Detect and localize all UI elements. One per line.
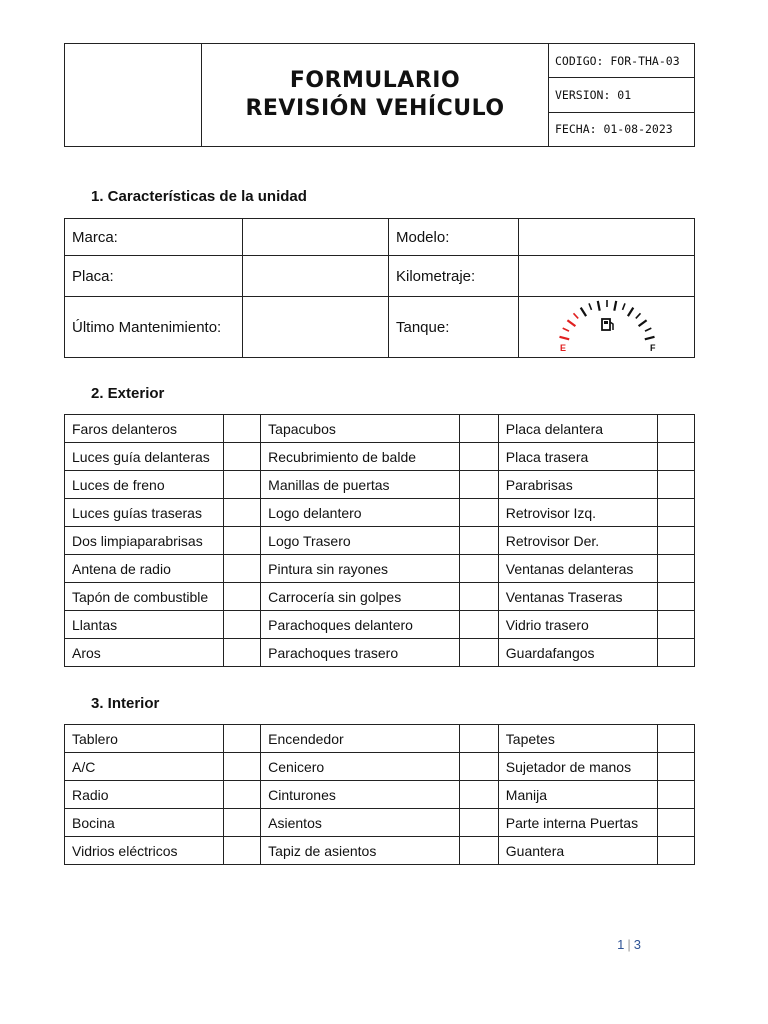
interior-item-label: Tapiz de asientos <box>261 837 460 865</box>
exterior-item-label: Parachoques trasero <box>261 639 460 667</box>
interior-row <box>65 837 695 865</box>
fuel-pump-icon <box>602 319 613 330</box>
section-title-interior: 3. Interior <box>91 695 160 712</box>
exterior-row <box>65 527 695 555</box>
exterior-row <box>65 639 695 667</box>
exterior-item-label: Antena de radio <box>65 555 224 583</box>
exterior-item-label: Tapón de combustible <box>65 583 224 611</box>
exterior-item-label: Luces guías traseras <box>65 499 224 527</box>
exterior-item-check[interactable] <box>460 583 498 611</box>
exterior-row <box>65 611 695 639</box>
interior-checklist <box>64 724 695 865</box>
codigo-cell: CODIGO: FOR-THA-03 <box>549 44 695 78</box>
exterior-item-check[interactable] <box>223 443 260 471</box>
exterior-item-label: Carrocería sin golpes <box>261 583 460 611</box>
gauge-tick <box>614 301 616 311</box>
interior-item-label: Encendedor <box>261 725 460 753</box>
exterior-row <box>65 471 695 499</box>
exterior-item-check[interactable] <box>460 555 498 583</box>
exterior-checklist <box>64 414 695 667</box>
interior-item-label: Guantera <box>498 837 657 865</box>
ultimo-mantenimiento-label: Último Mantenimiento: <box>65 297 243 358</box>
kilometraje-field[interactable] <box>519 256 695 297</box>
exterior-item-label: Placa delantera <box>498 415 657 443</box>
form-header <box>64 43 695 147</box>
exterior-item-check[interactable] <box>223 611 260 639</box>
exterior-item-check[interactable] <box>460 527 498 555</box>
exterior-item-check[interactable] <box>657 499 694 527</box>
exterior-item-check[interactable] <box>657 443 694 471</box>
exterior-item-check[interactable] <box>460 415 498 443</box>
title-line-2: REVISIÓN VEHÍCULO <box>245 96 505 121</box>
marca-label: Marca: <box>65 219 243 256</box>
exterior-item-check[interactable] <box>657 527 694 555</box>
placa-label: Placa: <box>65 256 243 297</box>
interior-item-label: A/C <box>65 753 224 781</box>
page-number <box>617 937 641 952</box>
fuel-gauge-icon <box>547 297 667 353</box>
title-line-1: FORMULARIO <box>289 68 461 93</box>
interior-item-check[interactable] <box>223 781 260 809</box>
interior-item-label: Bocina <box>65 809 224 837</box>
exterior-item-label: Faros delanteros <box>65 415 224 443</box>
interior-item-check[interactable] <box>657 809 694 837</box>
exterior-item-check[interactable] <box>460 499 498 527</box>
interior-item-label: Tablero <box>65 725 224 753</box>
section-title-exterior: 2. Exterior <box>91 385 165 402</box>
logo-placeholder <box>65 44 202 147</box>
unit-characteristics-table <box>64 218 695 358</box>
exterior-item-check[interactable] <box>460 611 498 639</box>
exterior-item-label: Logo delantero <box>261 499 460 527</box>
gauge-tick <box>627 308 632 317</box>
exterior-row <box>65 499 695 527</box>
gauge-tick <box>635 313 640 318</box>
interior-row <box>65 725 695 753</box>
exterior-item-check[interactable] <box>657 471 694 499</box>
exterior-item-label: Recubrimiento de balde <box>261 443 460 471</box>
interior-item-check[interactable] <box>223 809 260 837</box>
exterior-item-label: Vidrio trasero <box>498 611 657 639</box>
form-title <box>202 44 549 147</box>
interior-item-check[interactable] <box>460 809 498 837</box>
exterior-item-label: Aros <box>65 639 224 667</box>
gauge-tick <box>644 337 654 340</box>
gauge-tick <box>573 313 578 318</box>
gauge-full-label: F <box>649 343 655 353</box>
ultimo-mantenimiento-field[interactable] <box>243 297 389 358</box>
interior-item-check[interactable] <box>460 753 498 781</box>
gauge-tick <box>645 328 651 331</box>
interior-item-label: Parte interna Puertas <box>498 809 657 837</box>
exterior-row <box>65 583 695 611</box>
interior-row <box>65 809 695 837</box>
exterior-item-check[interactable] <box>657 583 694 611</box>
kilometraje-label: Kilometraje: <box>389 256 519 297</box>
interior-item-label: Cenicero <box>261 753 460 781</box>
interior-item-label: Cinturones <box>261 781 460 809</box>
exterior-item-check[interactable] <box>657 611 694 639</box>
interior-item-check[interactable] <box>223 837 260 865</box>
modelo-label: Modelo: <box>389 219 519 256</box>
interior-item-check[interactable] <box>657 781 694 809</box>
exterior-item-check[interactable] <box>223 415 260 443</box>
section-title-caracteristicas: 1. Características de la unidad <box>91 188 307 205</box>
interior-item-check[interactable] <box>657 753 694 781</box>
interior-item-check[interactable] <box>460 837 498 865</box>
tanque-label: Tanque: <box>389 297 519 358</box>
exterior-item-check[interactable] <box>223 499 260 527</box>
page-total: 3 <box>633 937 641 952</box>
exterior-item-label: Ventanas Traseras <box>498 583 657 611</box>
interior-item-check[interactable] <box>223 725 260 753</box>
exterior-item-label: Dos limpiaparabrisas <box>65 527 224 555</box>
placa-field[interactable] <box>243 256 389 297</box>
exterior-row <box>65 555 695 583</box>
gauge-empty-label: E <box>559 343 566 353</box>
exterior-item-label: Placa trasera <box>498 443 657 471</box>
exterior-item-label: Tapacubos <box>261 415 460 443</box>
exterior-item-label: Parachoques delantero <box>261 611 460 639</box>
exterior-item-check[interactable] <box>460 443 498 471</box>
modelo-field[interactable] <box>519 219 695 256</box>
exterior-item-check[interactable] <box>223 527 260 555</box>
interior-row <box>65 753 695 781</box>
exterior-item-label: Ventanas delanteras <box>498 555 657 583</box>
exterior-row <box>65 443 695 471</box>
exterior-item-label: Guardafangos <box>498 639 657 667</box>
interior-item-label: Manija <box>498 781 657 809</box>
interior-item-check[interactable] <box>223 753 260 781</box>
gauge-tick <box>622 303 625 310</box>
gauge-tick <box>559 337 569 340</box>
fuel-gauge-cell[interactable] <box>519 297 695 358</box>
exterior-item-check[interactable] <box>223 639 260 667</box>
exterior-row <box>65 415 695 443</box>
gauge-tick <box>567 320 575 326</box>
page-separator: | <box>627 937 631 952</box>
interior-item-check[interactable] <box>657 837 694 865</box>
exterior-item-label: Parabrisas <box>498 471 657 499</box>
exterior-item-label: Logo Trasero <box>261 527 460 555</box>
interior-item-check[interactable] <box>460 781 498 809</box>
exterior-item-check[interactable] <box>460 471 498 499</box>
exterior-item-check[interactable] <box>223 471 260 499</box>
interior-item-label: Sujetador de manos <box>498 753 657 781</box>
exterior-item-check[interactable] <box>657 555 694 583</box>
exterior-item-label: Llantas <box>65 611 224 639</box>
exterior-item-label: Manillas de puertas <box>261 471 460 499</box>
interior-item-label: Asientos <box>261 809 460 837</box>
interior-item-label: Radio <box>65 781 224 809</box>
gauge-tick <box>597 301 599 311</box>
marca-field[interactable] <box>243 219 389 256</box>
gauge-tick <box>580 308 585 317</box>
exterior-item-label: Retrovisor Der. <box>498 527 657 555</box>
gauge-tick <box>562 328 568 331</box>
interior-item-check[interactable] <box>657 725 694 753</box>
gauge-tick <box>638 320 646 326</box>
page-current: 1 <box>617 937 625 952</box>
exterior-item-check[interactable] <box>657 639 694 667</box>
interior-row <box>65 781 695 809</box>
exterior-item-check[interactable] <box>223 583 260 611</box>
gauge-tick <box>589 303 592 310</box>
exterior-item-check[interactable] <box>460 639 498 667</box>
exterior-item-label: Retrovisor Izq. <box>498 499 657 527</box>
exterior-item-check[interactable] <box>657 415 694 443</box>
exterior-item-label: Luces de freno <box>65 471 224 499</box>
exterior-item-label: Pintura sin rayones <box>261 555 460 583</box>
exterior-item-label: Luces guía delanteras <box>65 443 224 471</box>
interior-item-label: Vidrios eléctricos <box>65 837 224 865</box>
version-cell: VERSION: 01 <box>549 78 695 112</box>
interior-item-check[interactable] <box>460 725 498 753</box>
exterior-item-check[interactable] <box>223 555 260 583</box>
fecha-cell: FECHA: 01-08-2023 <box>549 112 695 146</box>
interior-item-label: Tapetes <box>498 725 657 753</box>
